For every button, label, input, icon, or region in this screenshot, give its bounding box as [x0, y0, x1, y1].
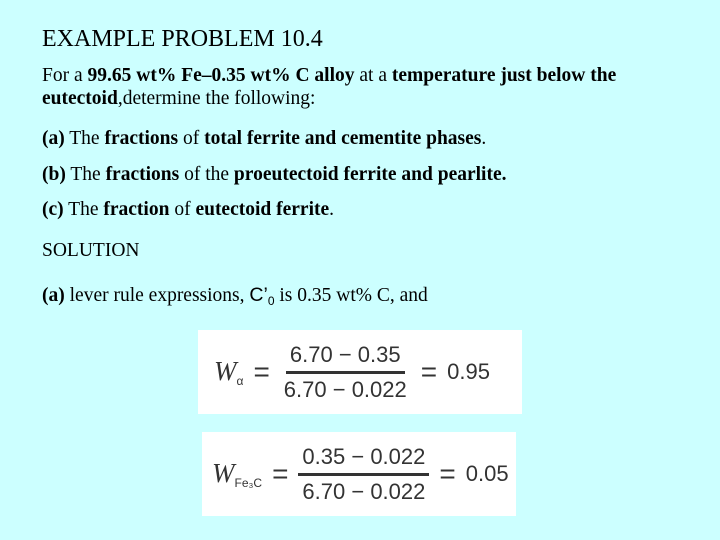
- part-a-text: The: [64, 128, 105, 149]
- problem-text: For a: [42, 65, 88, 86]
- w-symbol: W: [212, 458, 235, 488]
- equals-sign: =: [439, 458, 456, 489]
- part-a-text: of: [178, 128, 205, 149]
- solution-part-a: [42, 284, 428, 308]
- w-symbol: W: [214, 356, 237, 386]
- part-b-keyword: fractions: [105, 164, 180, 185]
- fraction-numerator: 6.70 − 0.35: [286, 342, 405, 374]
- c-prime-subscript: 0: [267, 294, 275, 308]
- part-c-text: The: [63, 199, 104, 220]
- w-fe3c-symbol: [212, 458, 262, 490]
- part-c: [42, 199, 334, 221]
- part-a-keyword: fractions: [104, 128, 179, 149]
- part-b-text: The: [65, 164, 106, 185]
- part-b-text: of the: [179, 164, 234, 185]
- solution-a-text: is 0.35 wt% C, and: [274, 285, 428, 306]
- equation-cementite-fraction: [202, 432, 516, 516]
- solution-a-text: lever rule expressions,: [64, 285, 250, 306]
- equals-sign: =: [420, 356, 438, 387]
- equals-sign: =: [272, 458, 289, 489]
- part-a-keyword: total ferrite and cementite phases: [204, 128, 482, 149]
- fraction-denominator: 6.70 − 0.022: [302, 478, 426, 504]
- fraction-denominator: 6.70 − 0.022: [283, 376, 407, 402]
- part-c-keyword: eutectoid ferrite: [195, 199, 330, 220]
- problem-text: at a: [354, 65, 392, 86]
- part-c-label: (c): [42, 199, 64, 220]
- fraction-numerator: 0.35 − 0.022: [298, 444, 429, 476]
- part-b-keyword: proeutectoid ferrite and pearlite.: [233, 164, 507, 185]
- problem-statement: [42, 64, 682, 110]
- alloy-composition: 99.65 wt% Fe–0.35 wt% C alloy: [87, 65, 355, 86]
- problem-text: ,determine the following:: [117, 88, 316, 109]
- c-prime-symbol: [249, 284, 274, 306]
- temperature-condition: temperature just below the eutectoid: [42, 65, 617, 109]
- part-c-text: of: [169, 199, 196, 220]
- slide-title: EXAMPLE PROBLEM 10.4: [42, 26, 323, 52]
- part-c-text: .: [329, 199, 335, 220]
- cementite-fraction-result: 0.05: [465, 461, 509, 486]
- solution-a-label: (a): [42, 285, 65, 306]
- lever-rule-fraction: [298, 444, 429, 505]
- w-alpha-symbol: [214, 356, 243, 388]
- ferrite-fraction-result: 0.95: [447, 359, 490, 384]
- lever-rule-fraction: [280, 342, 411, 403]
- equation-ferrite-fraction: [198, 330, 522, 414]
- part-b: [42, 164, 506, 186]
- equals-sign: =: [253, 356, 270, 387]
- c-prime-text: C’: [249, 284, 268, 306]
- fe3c-subscript: Fe₃C: [234, 476, 263, 490]
- part-b-label: (b): [42, 164, 66, 185]
- part-a: [42, 128, 486, 150]
- alpha-subscript: α: [236, 374, 244, 388]
- part-c-keyword: fraction: [103, 199, 170, 220]
- part-a-label: (a): [42, 128, 65, 149]
- solution-heading: SOLUTION: [42, 240, 140, 261]
- part-a-text: .: [481, 128, 487, 149]
